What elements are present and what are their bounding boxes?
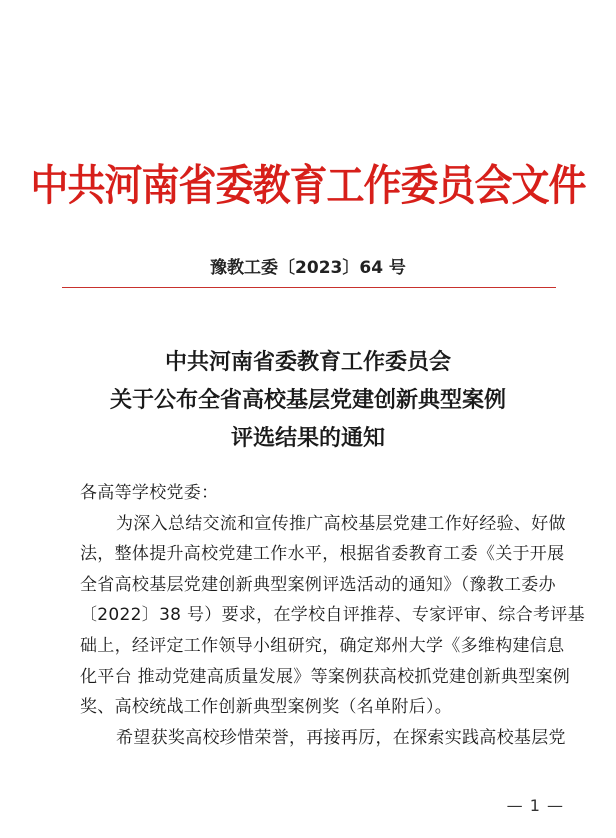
- salutation: 各高等学校党委：: [80, 483, 219, 503]
- document-header-title: 中共河南省委教育工作委员会文件: [30, 160, 586, 211]
- body-line: 希望获奖高校珍惜荣誉，再接再厉，在探索实践高校基层党: [116, 727, 566, 748]
- notice-title-line: 关于公布全省高校基层党建创新典型案例: [109, 388, 506, 413]
- body-line: 化平台 推动党建高质量发展》等案例获高校抓党建创新典型案例: [80, 666, 571, 687]
- page-number: — 1 —: [506, 796, 564, 815]
- body-line: 〔2022〕38 号）要求，在学校自评推荐、专家评审、综合考评基: [80, 605, 585, 626]
- body-line: 础上，经评定工作领导小组研究，确定郑州大学《多维构建信息: [80, 635, 565, 656]
- notice-body: [80, 478, 585, 753]
- document-number: 豫教工委〔2023〕64 号: [210, 258, 406, 278]
- notice-title-line: 评选结果的通知: [230, 426, 385, 451]
- body-line: 全省高校基层党建创新典型案例评选活动的通知》（豫教工委办: [80, 574, 556, 595]
- body-line: 奖、高校统战工作创新典型案例奖（名单附后）。: [80, 697, 453, 718]
- notice-title-line: 中共河南省委教育工作委员会: [164, 350, 451, 375]
- body-line: 法，整体提升高校党建工作水平，根据省委教育工委《关于开展: [80, 544, 565, 565]
- notice-title: [0, 344, 616, 458]
- body-line: 为深入总结交流和宣传推广高校基层党建工作好经验、好做: [116, 513, 566, 534]
- red-divider-line: [62, 287, 556, 288]
